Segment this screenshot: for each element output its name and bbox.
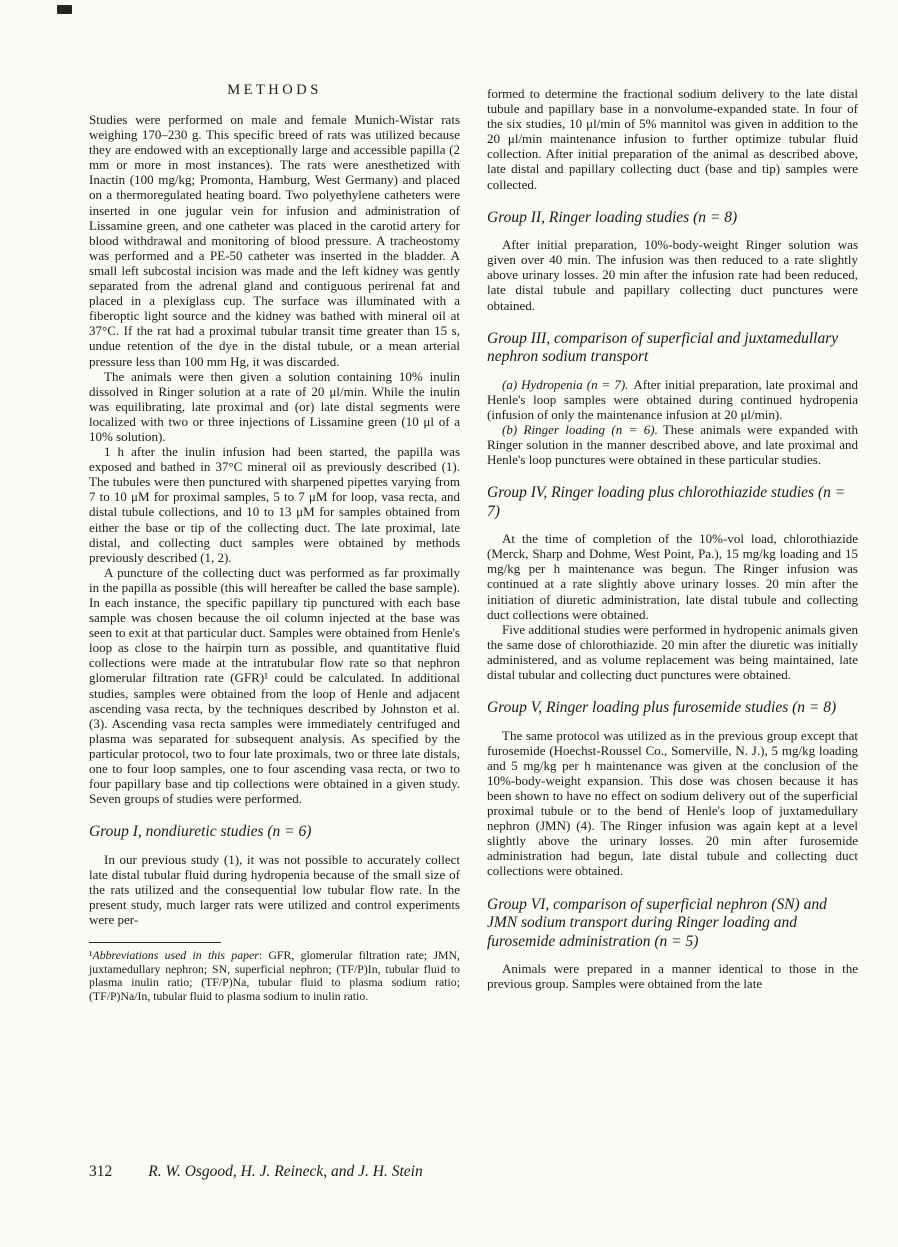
group3-a-lead: (a) Hydropenia (n = 7). [502,376,629,392]
footnote-lead: Abbreviations used in this paper [92,948,259,963]
methods-paragraph-1: Studies were performed on male and female Munich-Wistar rats weighing 170–230 g. This specific breed of rats was utilized because they are endowed with an exceptionally large and accessible papilla (2 mm or more in most instances). The rats were anesthetized with Inactin (100 mg/kg; Promonta, Hamburg, West Germany) and placed on a thermoregulated heating board. Two polyethylene catheters were inserted in one jugular vein for infusion and administration of Lissamine green, and one catheter was placed in the carotid artery for blood withdrawal and monitoring of blood pressure. A tracheostomy was performed and a PE-50 catheter was inserted in the bladder. A small left subcostal incision was made and the left kidney was gently separated from the adrenal gland and contiguous perirenal fat and placed in a plexiglass cup. The surface was illuminated with a fiberoptic light source and the kidney was bathed with mineral oil at 37°C. If the rat had a proximal tubular transit time greater than 15 s, undue retention of the dye in the distal tubule, or a mean arterial pressure less than 100 mm Hg, it was discarded. [89,112,460,369]
group4-paragraph-2: Five additional studies were performed in hydropenic animals given the same dose of chlorothiazide. 20 min after the diuretic was initially administered, and as volume replacement was being maintained, late distal tubular and collecting duct punctures were obtained. [487,621,858,683]
group4-heading: Group IV, Ringer loading plus chlorothiazide studies (n = 7) [487,484,846,520]
methods-paragraph-2: The animals were then given a solution containing 10% inulin dissolved in Ringer solution at a rate of 20 μl/min. While the inulin was equilibrating, late proximal and (or) late distal segments were localized with two or three injections of Lissamine green (10 μl of a 10% solution). [89,368,460,444]
group2-heading: Group II, Ringer loading studies (n = 8) [487,208,738,226]
left-column [89,82,460,1004]
group5-heading: Group V, Ringer loading plus furosemide studies (n = 8) [487,699,837,717]
footnote-rule [89,942,221,943]
group6-heading: Group VI, comparison of superficial nephron (SN) and JMN sodium transport during Ringer loading and furosemide administration (n = 5) [487,895,827,950]
group6-paragraph-1: Animals were prepared in a manner identical to those in the previous group. Samples were obtained from the late [487,961,858,992]
group3-paragraph-a [487,377,858,422]
footer-authors: R. W. Osgood, H. J. Reineck, and J. H. Stein [148,1163,423,1180]
page-footer [89,1163,859,1181]
right-column [487,86,858,991]
group2-paragraph-1: After initial preparation, 10%-body-weight Ringer solution was given over 40 min. The infusion was then reduced to a rate slightly above urinary losses. 20 min after the infusion rate had been reduced, late distal tubule and papillary collecting duct punctures were obtained. [487,237,858,313]
page-number: 312 [89,1163,113,1180]
scan-artifact [57,5,72,14]
group1-heading: Group I, nondiuretic studies (n = 6) [89,823,312,841]
group3-a-body: After initial preparation, late proximal and Henle's loop samples were obtained during continued hydropenia (infusion of only the maintenance infusion at 20 μl/min). [487,376,858,422]
methods-section-heading: METHODS [227,82,322,98]
footnote-body: : GFR, glomerular filtration rate; JMN, juxtamedullary nephron; SN, superficial nephron; (TF/P)In, tubular fluid to plasma inulin ratio; (TF/P)Na, tubular fluid to plasma sodium ratio; (TF/P)Na/In, tubular fluid to plasma sodium to inulin ratio. [89,948,460,1004]
group3-heading: Group III, comparison of superficial and juxtamedullary nephron sodium transport [487,329,839,366]
continuation-paragraph: formed to determine the fractional sodium delivery to the late distal tubule and papillary base in a nonvolume-expanded state. In four of the six studies, 10 μl/min of 5% mannitol was given in addition to the 20 μl/min maintenance infusion to further optimize tubular fluid collection. After initial preparation of the animal as described above, late distal and papillary collecting duct (base and tip) samples were collected. [487,86,858,192]
footnote [89,942,460,1003]
group3-paragraph-b [487,422,858,467]
footnote-marker: ¹ [89,948,93,963]
methods-paragraph-3: 1 h after the inulin infusion had been started, the papilla was exposed and bathed in 37°C mineral oil as previously described (1). The tubules were then punctured with sharpened pipettes varying from 7 to 10 μM for proximal samples, 5 to 7 μM for loop, vasa recta, and distal tubule collections, and 10 to 13 μM for samples obtained from either the base or tip of the collecting duct. The late proximal, late distal, and collecting duct samples were obtained by methods previously described (1, 2). [89,444,460,565]
group1-paragraph-1: In our previous study (1), it was not possible to accurately collect late distal tubular fluid during hydropenia because of the small size of the rats utilized and the consequential low tubular flow rate. In the present study, much larger rats were utilized and control experiments were per- [89,851,460,928]
group3-b-body: These animals were expanded with Ringer solution in the manner described above, and late proximal and Henle's loop punctures were obtained in these particular studies. [487,421,858,468]
footnote-text [89,949,460,1003]
group5-paragraph-1: The same protocol was utilized as in the previous group except that furosemide (Hoechst-Roussel Co., Somerville, N. J.), 5 mg/kg loading and 5 mg/kg per h maintenance was given at the conclusion of the 10%-body-weight expansion. This dose was chosen because it has been shown to have no effect on sodium delivery out of the superficial proximal tubule or to the bend of Henle's loop of juxtamedullary nephron (JMN) (4). The Ringer infusion was again kept at a level slightly above the urinary losses. 20 min after furosemide administration had begun, late distal tubule and collecting duct collections were obtained. [487,727,858,879]
group3-b-lead: (b) Ringer loading (n = 6). [502,421,658,437]
methods-paragraph-4: A puncture of the collecting duct was performed as far proximally in the papilla as possible (this will hereafter be called the base sample). In each instance, the specific papillary tip punctured with each base sample was chosen because the oil column injected at the base was seen to exit at that particular duct. Samples were obtained from Henle's loop as close to the hairpin turn as possible, and quantitative fluid collections were made at the intratubular flow rate so that nephron glomerular filtration rate (GFR)¹ could be calculated. In additional studies, samples were obtained from the loop of Henle and adjacent ascending vasa recta, by the techniques described by Johnston et al. (3). Ascending vasa recta samples were immediately centrifuged and plasma was separated for subsequent analysis. As specified by the particular protocol, two to four late proximals, two or three late distals, one to four loop samples, one to four ascending vasa recta, or two to four papillary base and tip collections were obtained in a given study. Seven groups of studies were performed. [89,564,460,807]
group4-paragraph-1: At the time of completion of the 10%-vol load, chlorothiazide (Merck, Sharp and Dohme, West Point, Pa.), 15 mg/kg loading and 15 mg/kg per h maintenance was begun. The Ringer infusion was continued at a rate slightly above urinary losses. 20 min after the initiation of diuretic administration, late distal tubule and collecting duct collections were obtained. [487,531,858,622]
